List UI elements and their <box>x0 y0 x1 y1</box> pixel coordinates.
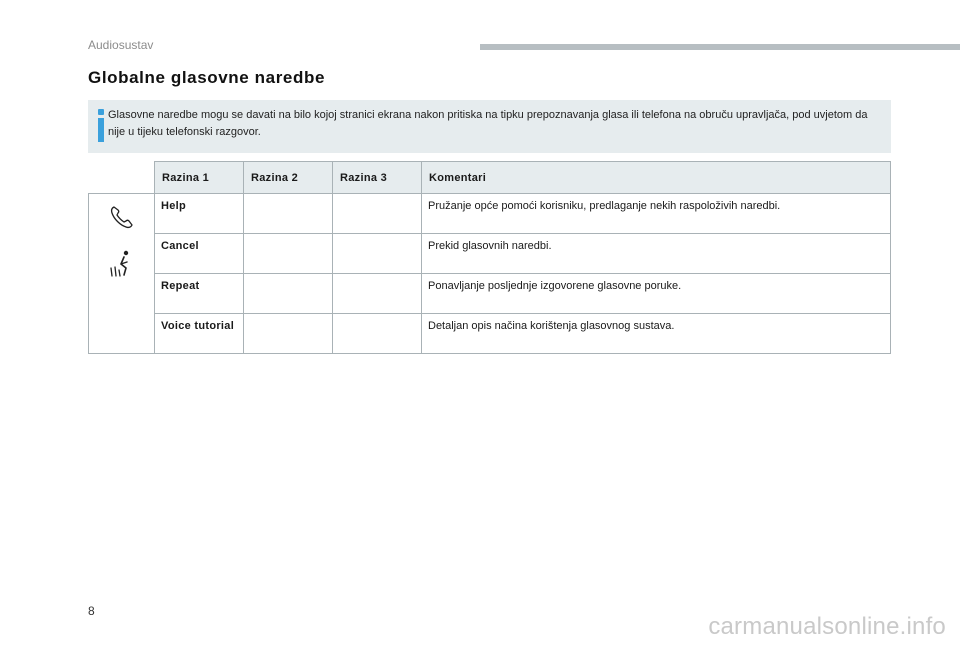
comment-cell: Ponavljanje posljednje izgovorene glasovne poruke. <box>422 274 891 314</box>
header-comments: Komentari <box>422 162 891 194</box>
comment-cell: Prekid glasovnih naredbi. <box>422 234 891 274</box>
header-level-2: Razina 2 <box>244 162 333 194</box>
watermark: carmanualsonline.info <box>708 613 946 640</box>
page-title: Globalne glasovne naredbe <box>88 68 326 87</box>
header-level-3: Razina 3 <box>333 162 422 194</box>
table-header-row <box>89 162 891 194</box>
level1-cell: Repeat <box>155 274 244 314</box>
info-icon <box>98 109 104 143</box>
level2-cell <box>244 314 333 354</box>
section-label: Audiosustav <box>88 38 154 52</box>
info-box <box>88 100 891 153</box>
phone-icon <box>109 204 135 230</box>
header-level-1: Razina 1 <box>155 162 244 194</box>
info-text: Glasovne naredbe mogu se davati na bilo kojoj stranici ekrana nakon pritiska na tipku prepoznavanja glasa ili telefona na obruču upravljača, pod uvjetom da nije u tijeku telefonski razgovor. <box>108 109 868 138</box>
header-blank-cell <box>89 162 155 194</box>
level3-cell <box>333 194 422 234</box>
level2-cell <box>244 234 333 274</box>
voice-command-icon <box>107 248 135 280</box>
page-number: 8 <box>88 604 95 618</box>
level3-cell <box>333 274 422 314</box>
icon-cell <box>89 194 155 354</box>
level2-cell <box>244 274 333 314</box>
table-row <box>89 274 891 314</box>
level3-cell <box>333 234 422 274</box>
level1-cell: Voice tutorial <box>155 314 244 354</box>
table-row <box>89 314 891 354</box>
table-row <box>89 194 891 234</box>
level1-cell: Cancel <box>155 234 244 274</box>
table-row <box>89 234 891 274</box>
voice-commands-table <box>88 161 891 354</box>
header-rule <box>480 44 960 50</box>
level1-cell: Help <box>155 194 244 234</box>
level2-cell <box>244 194 333 234</box>
comment-cell: Detaljan opis načina korištenja glasovnog sustava. <box>422 314 891 354</box>
level3-cell <box>333 314 422 354</box>
comment-cell: Pružanje opće pomoći korisniku, predlaganje nekih raspoloživih naredbi. <box>422 194 891 234</box>
